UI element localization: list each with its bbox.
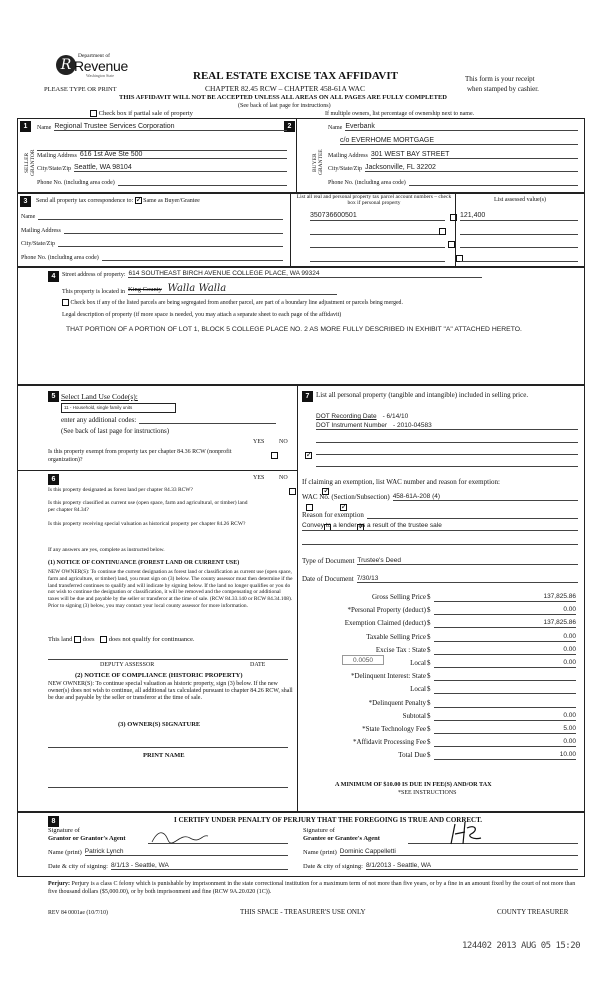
fee-value-field[interactable] bbox=[434, 699, 576, 708]
street-row bbox=[62, 270, 482, 278]
exempt-yes-checkbox[interactable] bbox=[271, 452, 278, 459]
street-field[interactable]: 614 SOUTHEAST BIRCH AVENUE COLLEGE PLACE, WA 99324 bbox=[128, 270, 482, 278]
parcel-header: List all real and personal property tax parcel account numbers – check box if personal property bbox=[296, 194, 452, 207]
corr-phone-row bbox=[21, 253, 283, 261]
fee-currency: $ bbox=[427, 645, 431, 654]
perjury-text: Perjury is a class C felony which is punishable by imprisonment in the state correctional institution for a maximum term of not more than five years, or by a fine in an amount fixed by the court of not more than five thousand dollars ($5,000.00), or by both imprisonment and fine (RCW 9A.20.020 (1C)). bbox=[48, 881, 576, 895]
notice-1-title: (1) NOTICE OF CONTINUANCE (FOREST LAND OR CURRENT USE) bbox=[48, 560, 240, 566]
dor-logo-text: Revenue bbox=[74, 58, 128, 74]
section-6-badge: 6 bbox=[48, 474, 59, 485]
s6-no-header: NO bbox=[279, 475, 288, 481]
corr-mailing-row bbox=[21, 226, 283, 234]
doc-type-field[interactable]: Trustee's Deed bbox=[357, 557, 578, 565]
seller-city-row bbox=[37, 164, 287, 172]
please-type: PLEASE TYPE OR PRINT bbox=[44, 86, 117, 93]
section-3-badge: 3 bbox=[20, 196, 31, 207]
wac-row bbox=[302, 493, 578, 501]
grantee-signature-mark bbox=[445, 820, 485, 848]
qualify-label: qualify for continuance. bbox=[132, 636, 195, 643]
county-handwritten: Walla Walla bbox=[167, 283, 227, 294]
receipt-note-2: when stamped by cashier. bbox=[467, 85, 539, 93]
buyer-city-field[interactable]: Jacksonville, FL 32202 bbox=[365, 164, 578, 172]
s6-yes-header: YES bbox=[253, 475, 265, 481]
fee-value-field[interactable] bbox=[434, 685, 576, 694]
reason-value[interactable]: Convey to a lender as a result of the trustee sale bbox=[302, 522, 578, 531]
fee-label: Excise Tax : State bbox=[375, 645, 426, 654]
fee-currency: $ bbox=[427, 659, 431, 667]
perjury-notice bbox=[48, 881, 578, 896]
fee-currency: $ bbox=[427, 738, 431, 747]
notice-2-title: (2) NOTICE OF COMPLIANCE (HISTORIC PROPERTY) bbox=[75, 672, 243, 679]
county-struck: King County bbox=[128, 286, 162, 293]
fee-currency: $ bbox=[427, 725, 431, 733]
corr-phone-label: Phone No. (including area code) bbox=[21, 255, 99, 261]
reason-label: Reason for exemption bbox=[302, 511, 364, 519]
corr-phone-field[interactable] bbox=[102, 253, 283, 261]
seller-city-label: City/State/Zip bbox=[37, 166, 71, 172]
fee-label: Subtotal bbox=[402, 711, 426, 720]
grantor-name-row bbox=[48, 848, 288, 856]
reason-row bbox=[302, 511, 578, 519]
dot-instrument-value: - 2010-04583 bbox=[393, 422, 432, 429]
legal-label: Legal description of property (if more space is needed, you may attach a separate sheet to each page of the affidavit) bbox=[62, 312, 342, 318]
grantor-date-field[interactable]: 8/1/13 - Seattle, WA bbox=[111, 862, 288, 870]
corr-mailing-field[interactable] bbox=[64, 226, 283, 234]
partial-sale-checkbox[interactable] bbox=[90, 110, 97, 117]
current-use-yes-checkbox[interactable] bbox=[306, 504, 313, 511]
grantee-sig-label-1: Signature of bbox=[303, 827, 335, 834]
print-name-line[interactable] bbox=[48, 780, 288, 788]
grantor-sig-label-2: Grantor or Grantor's Agent bbox=[48, 835, 126, 843]
county-field[interactable] bbox=[128, 283, 337, 295]
forest-yes-checkbox[interactable] bbox=[289, 488, 296, 495]
fee-label: *Personal Property (deduct) bbox=[347, 606, 426, 615]
seller-name-row bbox=[37, 123, 287, 131]
buyer-phone-label: Phone No. (including area code) bbox=[328, 180, 406, 186]
deputy-signature-line[interactable] bbox=[48, 652, 288, 660]
fee-value-field[interactable]: 0.00 bbox=[434, 659, 576, 668]
street-label: Street address of property: bbox=[62, 272, 126, 278]
corr-name-row bbox=[21, 212, 283, 220]
fee-label: Local bbox=[410, 659, 426, 667]
wac-label: WAC No. (Section/Subsection) bbox=[302, 493, 390, 501]
dot-instrument-label: DOT Instrument Number bbox=[316, 422, 388, 429]
warning-banner: THIS AFFIDAVIT WILL NOT BE ACCEPTED UNLESS ALL AREAS ON ALL PAGES ARE FULLY COMPLETED bbox=[119, 94, 447, 101]
dor-logo-line1: Department of bbox=[78, 53, 110, 59]
grantee-date-row bbox=[303, 862, 578, 870]
form-title: REAL ESTATE EXCISE TAX AFFIDAVIT bbox=[193, 70, 398, 82]
seller-phone-row bbox=[37, 178, 287, 186]
fee-label: Gross Selling Price bbox=[371, 593, 426, 601]
this-land-label: This land bbox=[48, 636, 73, 643]
doc-date-row bbox=[302, 575, 578, 583]
fee-value-field[interactable]: 10.00 bbox=[434, 751, 576, 760]
fee-value-field[interactable]: 0.00 bbox=[434, 712, 576, 721]
personal-property-label: List all personal property (tangible and intangible) included in selling price. bbox=[316, 391, 529, 399]
section-2-badge: 2 bbox=[284, 121, 295, 132]
corr-city-label: City/State/Zip bbox=[21, 241, 55, 247]
see-instructions-note: *SEE INSTRUCTIONS bbox=[398, 790, 457, 796]
buyer-name2-row bbox=[340, 137, 578, 145]
grantor-sig-label bbox=[48, 827, 126, 843]
fee-currency: $ bbox=[427, 593, 431, 601]
buyer-mailing-field[interactable]: 301 WEST BAY STREET bbox=[371, 151, 578, 159]
grantee-sig-label bbox=[303, 827, 380, 843]
wac-field[interactable]: 458-61A-208 (4) bbox=[393, 493, 578, 501]
buyer-name-row bbox=[328, 123, 578, 131]
dor-logo-circle-icon: R bbox=[56, 55, 76, 75]
exemption-label: If claiming an exemption, list WAC number and reason for exemption: bbox=[302, 478, 500, 486]
corr-city-field[interactable] bbox=[58, 239, 283, 247]
same-as-buyer-label: Same as Buyer/Grantee bbox=[143, 197, 200, 204]
fee-label: Exemption Claimed (deduct) bbox=[344, 619, 426, 628]
parcel-4-field[interactable] bbox=[310, 253, 445, 262]
buyer-mailing-row bbox=[328, 151, 578, 159]
seller-side-label: SELLER GRANTOR bbox=[24, 149, 36, 176]
divider bbox=[290, 193, 291, 267]
seller-mailing-row bbox=[37, 151, 287, 159]
does-checkbox[interactable] bbox=[74, 636, 81, 643]
additional-codes-field[interactable] bbox=[139, 416, 276, 424]
fee-label: *Affidavit Processing Fee bbox=[353, 738, 426, 747]
section-5-badge: 5 bbox=[48, 391, 59, 402]
multiple-owners-note: If multiple owners, list percentage of ownership next to name. bbox=[325, 111, 475, 117]
divider bbox=[297, 385, 298, 812]
buyer-name-label: Name bbox=[328, 125, 343, 131]
fee-label: Local bbox=[410, 685, 426, 694]
fee-currency: $ bbox=[427, 711, 431, 720]
fee-value-field[interactable]: 137,825.86 bbox=[434, 593, 576, 602]
reason-extra-line[interactable] bbox=[302, 536, 578, 545]
dor-logo-sub: Washington State bbox=[86, 73, 115, 78]
buyer-city-label: City/State/Zip bbox=[328, 166, 362, 172]
fee-currency: $ bbox=[427, 751, 431, 760]
notice-2-text: NEW OWNER(S): To continue special valuation as historic property, sign (3) below. If the new owner(s) does not wish to continue, all additional tax calculated pursuant to chapter 84.26 RCW, shall be due and payable by the seller or transferor at the time of sale. bbox=[48, 681, 293, 702]
fee-currency: $ bbox=[427, 672, 431, 681]
legal-description[interactable]: THAT PORTION OF A PORTION OF LOT 1, BLOCK 5 COLLEGE PLACE NO. 2 AS MORE FULLY DESCRIBED IN EXHIBIT "A" ATTACHED HERETO. bbox=[66, 326, 522, 333]
buyer-name2-field[interactable]: c/o EVERHOME MORTGAGE bbox=[340, 137, 578, 145]
receipt-note: This form is your receipt bbox=[465, 75, 535, 83]
grantor-sig-label-1: Signature of bbox=[48, 827, 80, 834]
partial-sale-label: Check box if partial sale of property bbox=[98, 110, 193, 117]
fee-currency: $ bbox=[427, 632, 431, 641]
grantor-name-field[interactable]: Patrick Lynch bbox=[85, 848, 288, 856]
segregated-label: Check box if any of the listed parcels are being segregated from another parcel, are part of a boundary line adjustment or parcels being merged. bbox=[70, 299, 403, 306]
doc-date-label: Date of Document bbox=[302, 575, 354, 583]
deputy-date-label: DATE bbox=[250, 662, 266, 668]
see-back-note: (See back of last page for instructions) bbox=[238, 103, 331, 109]
land-use-select[interactable]: 11 - Household, single family units bbox=[61, 403, 176, 413]
seller-name-label: Name bbox=[37, 125, 52, 131]
deputy-assessor-label: DEPUTY ASSESSOR bbox=[100, 662, 155, 668]
parcel-2-personal-checkbox[interactable] bbox=[439, 228, 446, 235]
assessed-1-field[interactable]: 121,400 bbox=[460, 212, 578, 221]
doc-type-label: Type of Document bbox=[302, 557, 355, 565]
grantor-signature-mark bbox=[150, 826, 210, 846]
segregated-row bbox=[62, 299, 582, 306]
reason-field-line[interactable] bbox=[367, 511, 578, 519]
grantor-date-label: Date & city of signing: bbox=[48, 863, 108, 870]
print-name-label: PRINT NAME bbox=[143, 752, 185, 759]
fee-label: *Delinquent Interest: State bbox=[350, 672, 426, 681]
additional-codes-row bbox=[61, 416, 276, 424]
notice-1-text: NEW OWNER(S): To continue the current designation as forest land or classification as current use (open space, farm and agriculture, or timber) land, you must sign on (3) below. The county assessor must then determine if the land transferred continues to qualify and will indicate by signing below. If the land no longer qualifies or you do not wish to continue the designation or classification, it will be removed and the compensating or additional taxes will be due and payable by the seller or transferor at the time of sale. (RCW 84.33.140 or RCW 84.34.108). Prior to signing (3) below, you may contact your local county assessor for more information. bbox=[48, 569, 293, 609]
fee-currency: $ bbox=[427, 606, 431, 615]
form-revision: REV 84 0001ae (10/7/10) bbox=[48, 910, 108, 916]
seller-mailing-field[interactable]: 616 1st Ave Ste 500 bbox=[80, 151, 287, 159]
perjury-label: Perjury: bbox=[48, 881, 70, 887]
assessed-3-field[interactable] bbox=[460, 239, 578, 248]
s5-no-header: NO bbox=[279, 439, 288, 445]
forest-question: Is this property designated as forest land per chapter 84.33 RCW? bbox=[48, 487, 193, 493]
seller-name-field[interactable]: Regional Trustee Services Corporation bbox=[54, 123, 287, 131]
send-correspondence-label: Send all property tax correspondence to: bbox=[36, 197, 134, 204]
fee-value-field[interactable]: 5.00 bbox=[434, 725, 576, 734]
seller-city-field[interactable]: Seattle, WA 98104 bbox=[74, 164, 287, 172]
segregated-checkbox[interactable] bbox=[62, 299, 69, 306]
certify-statement: I CERTIFY UNDER PENALTY OF PERJURY THAT THE FOREGOING IS TRUE AND CORRECT. bbox=[174, 816, 483, 824]
grantee-name-row bbox=[303, 848, 578, 856]
section-8-badge: 8 bbox=[48, 816, 59, 827]
treasurer-space: THIS SPACE - TREASURER'S USE ONLY bbox=[240, 908, 366, 916]
minimum-fee-note: A MINIMUM OF $10.00 IS DUE IN FEE(S) AND/OR TAX bbox=[335, 781, 492, 788]
does-not-label: does not bbox=[108, 636, 131, 643]
assessed-header: List assessed value(s) bbox=[494, 197, 546, 203]
grantee-sig-label-2: Grantee or Grantee's Agent bbox=[303, 835, 380, 843]
personal-property-line-5[interactable] bbox=[316, 457, 578, 467]
section-1-badge: 1 bbox=[20, 121, 31, 132]
fee-currency: $ bbox=[427, 685, 431, 694]
send-correspondence-row bbox=[36, 197, 200, 204]
seller-name-extra-line[interactable] bbox=[37, 143, 287, 151]
fee-value-field[interactable]: 0.00 bbox=[434, 633, 576, 642]
s5-yes-header: YES bbox=[253, 439, 265, 445]
current-use-question: Is this property classified as current use (open space, farm and agricultural, or timber) land per chapter 84.34? bbox=[48, 500, 248, 513]
grantee-date-field[interactable]: 8/1/2013 - Seattle, WA bbox=[366, 862, 578, 870]
fee-label: Taxable Selling Price bbox=[366, 632, 426, 641]
fee-label: *Delinquent Penalty bbox=[368, 698, 426, 707]
doc-type-row bbox=[302, 557, 578, 565]
dot-recording-date-value: - 6/14/10 bbox=[382, 413, 409, 420]
divider bbox=[17, 470, 297, 471]
buyer-city-row bbox=[328, 164, 578, 172]
grantee-date-label: Date & city of signing: bbox=[303, 863, 363, 870]
grantor-name-label: Name (print) bbox=[48, 849, 82, 856]
fee-label: Total Due bbox=[398, 751, 426, 760]
county-row bbox=[62, 283, 337, 295]
doc-date-field[interactable]: 7/30/13 bbox=[357, 575, 578, 583]
parcel-2-field[interactable] bbox=[310, 226, 445, 235]
fee-value-field[interactable] bbox=[434, 672, 576, 681]
dot-line-1[interactable] bbox=[316, 413, 578, 420]
county-label: This property is located in bbox=[62, 289, 125, 295]
assessed-2-field[interactable] bbox=[460, 226, 578, 235]
personal-property-line-3[interactable] bbox=[316, 433, 578, 443]
land-use-label: Select Land Use Code(s): bbox=[61, 392, 138, 401]
exempt-no-checkbox[interactable] bbox=[305, 452, 312, 459]
corr-city-row bbox=[21, 239, 283, 247]
answers-note: If any answers are yes, complete as instructed below. bbox=[48, 547, 165, 553]
dor-logo bbox=[56, 53, 128, 79]
grantee-signature-field[interactable] bbox=[408, 836, 578, 844]
additional-codes-label: enter any additional codes: bbox=[61, 416, 137, 424]
qualify-row bbox=[48, 636, 195, 643]
buyer-name-field[interactable]: Everbank bbox=[345, 123, 578, 131]
fee-currency: $ bbox=[427, 619, 431, 628]
personal-property-line-4[interactable] bbox=[316, 445, 578, 455]
corr-name-label: Name bbox=[21, 214, 36, 220]
historic-question: Is this property receiving special valuation as historical property per chapter 84.26 RCW? bbox=[48, 521, 246, 527]
section-5-see-back: (See back of last page for instructions) bbox=[61, 427, 170, 435]
fee-value-field[interactable]: 0.00 bbox=[434, 606, 576, 615]
buyer-side-label: BUYER GRANTEE bbox=[312, 149, 324, 176]
seller-phone-field[interactable] bbox=[118, 178, 287, 186]
grantee-name-field[interactable]: Dominic Cappelletti bbox=[340, 848, 578, 856]
buyer-phone-row bbox=[328, 178, 578, 186]
fee-value-field[interactable]: 0.00 bbox=[434, 646, 576, 655]
grantee-name-label: Name (print) bbox=[303, 849, 337, 856]
corr-name-field[interactable] bbox=[38, 212, 283, 220]
form-chapter: CHAPTER 82.45 RCW – CHAPTER 458-61A WAC bbox=[205, 84, 365, 93]
dot-line-2[interactable] bbox=[316, 422, 578, 430]
parcel-3-personal-checkbox[interactable] bbox=[448, 241, 455, 248]
parcel-1-personal-checkbox[interactable] bbox=[450, 214, 457, 221]
owner-signature-label: (3) OWNER(S) SIGNATURE bbox=[118, 721, 201, 728]
fee-label: *State Technology Fee bbox=[362, 725, 426, 733]
does-label: does bbox=[82, 636, 95, 643]
same-as-buyer-checkbox[interactable] bbox=[135, 197, 142, 204]
fee-value-field[interactable]: 137,825.86 bbox=[434, 619, 576, 628]
recording-stamp: 124402 2013 AUG 05 15:20 bbox=[462, 941, 581, 951]
divider bbox=[296, 118, 297, 193]
buyer-phone-field[interactable] bbox=[409, 178, 578, 186]
grantor-date-row bbox=[48, 862, 288, 870]
does-not-checkbox[interactable] bbox=[100, 636, 107, 643]
local-rate-field[interactable]: 0.0050 bbox=[342, 655, 384, 665]
fee-currency: $ bbox=[427, 698, 431, 707]
parcel-3-field[interactable] bbox=[310, 239, 445, 248]
corr-mailing-label: Mailing Address bbox=[21, 228, 61, 234]
section-7-badge: 7 bbox=[302, 391, 313, 402]
seller-mailing-label: Mailing Address bbox=[37, 153, 77, 159]
county-treasurer: COUNTY TREASURER bbox=[497, 908, 569, 916]
seller-phone-label: Phone No. (including area code) bbox=[37, 180, 115, 186]
owner-signature-line[interactable] bbox=[48, 740, 288, 748]
parcel-1-field[interactable]: 350736600501 bbox=[310, 212, 445, 221]
fee-value-field[interactable]: 0.00 bbox=[434, 738, 576, 747]
assessed-4-field[interactable] bbox=[460, 253, 578, 262]
dot-recording-date-label: DOT Recording Date bbox=[316, 413, 377, 420]
current-use-no-checkbox[interactable] bbox=[340, 504, 347, 511]
section-4-badge: 4 bbox=[48, 271, 59, 282]
buyer-mailing-label: Mailing Address bbox=[328, 153, 368, 159]
exempt-question: Is this property exempt from property tax per chapter 84.36 RCW (nonprofit organization)? bbox=[48, 449, 232, 463]
partial-sale-checkbox-row bbox=[90, 110, 193, 117]
